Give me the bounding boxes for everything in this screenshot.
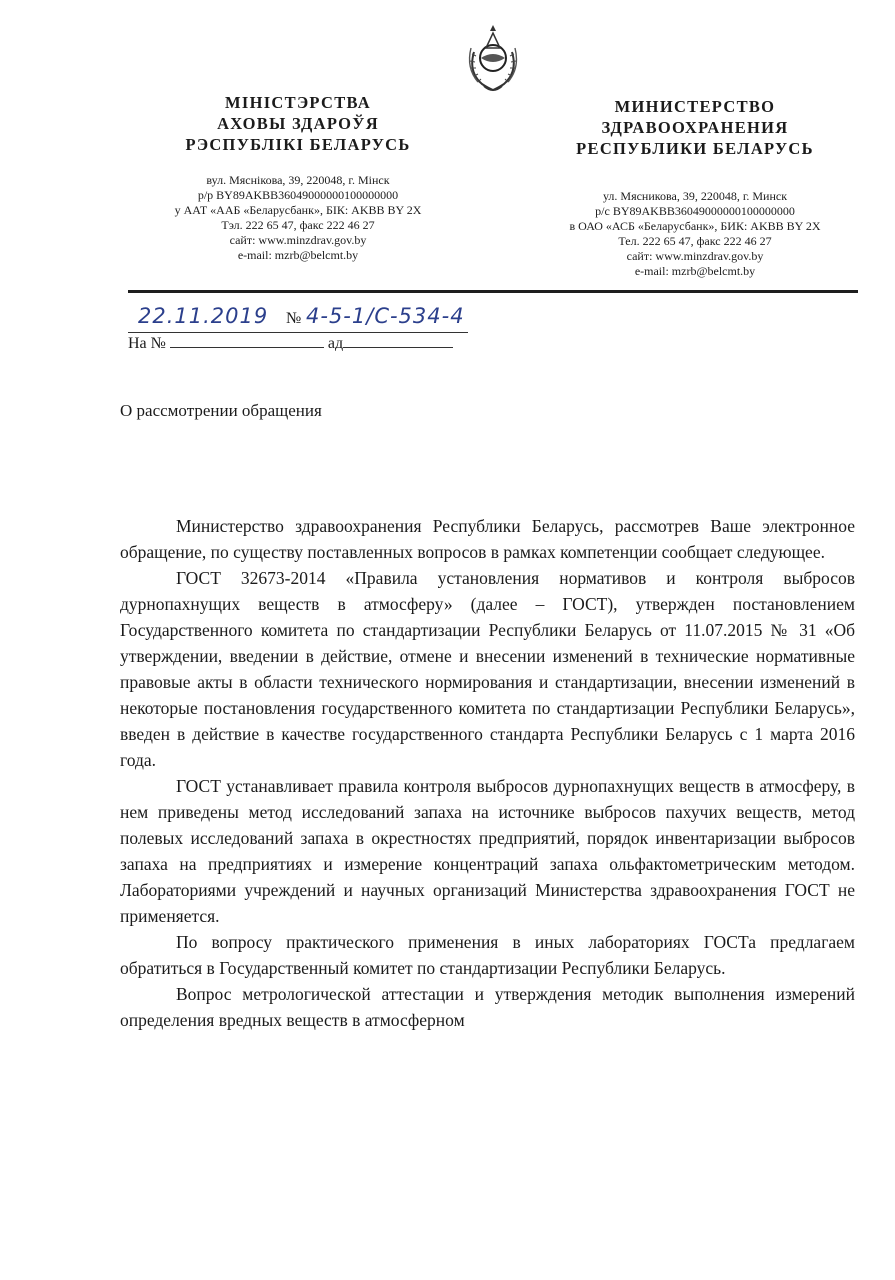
header-right-ministry — [545, 96, 845, 279]
ref-ad-label: ад — [327, 335, 344, 352]
bank-line: у ААТ «ААБ «Беларусбанк», БІК: AKBB BY 2X — [174, 203, 422, 217]
org-line: МІНІСТЭРСТВА — [224, 93, 372, 112]
phone-line: Тэл. 222 65 47, факс 222 46 27 — [221, 218, 375, 232]
org-line: ЗДРАВООХРАНЕНИЯ — [601, 118, 789, 137]
website-line: сайт: www.minzdrav.gov.by — [626, 249, 764, 263]
paragraph: ГОСТ 32673-2014 «Правила установления нормативов и контроля выбросов дурнопахнущих веществ в атмосферу» (далее – ГОСТ), утвержден постановлением Государственного комитета по стандартизации Республики Беларусь от 11.07.2015 № 31 «Об утверждении, введении в действие, отмене и внесении изменений в технические нормативные правовые акты в области технического нормирования и стандартизации, внесении изменений в некоторые постановления государственного комитета по стандартизации Республики Беларусь», введен в действие в качестве государственного стандарта Республики Беларусь с 1 марта 2016 года. — [120, 568, 855, 770]
contact-block-belarusian — [148, 173, 448, 263]
letter-subject: О рассмотрении обращения — [120, 401, 322, 420]
website-line: сайт: www.minzdrav.gov.by — [229, 233, 367, 247]
org-line: МИНИСТЕРСТВО — [614, 97, 776, 116]
handwritten-number: 4-5-1/С-534-4 — [306, 304, 465, 328]
letter-body — [120, 513, 855, 1033]
org-name-russian — [545, 96, 845, 159]
account-line: р/р BY89AKBB36049000000100000000 — [197, 188, 399, 202]
address-line: вул. Мяснікова, 39, 220048, г. Мінск — [206, 173, 390, 187]
bank-line: в ОАО «АСБ «Беларусбанк», БИК: AKBB BY 2X — [569, 219, 821, 233]
paragraph: ГОСТ устанавливает правила контроля выбросов дурнопахнущих веществ в атмосферу, в нем приведены метод исследований запаха на источнике выбросов пахучих веществ, метод полевых исследований запаха в окрестностях предприятий, порядок инвентаризации выбросов запаха на предприятиях и измерение концентраций запаха ольфактометрическим методом. Лабораториями учреждений и научных организаций Министерства здравоохранения ГОСТ не применяется. — [120, 776, 855, 926]
paragraph: Министерство здравоохранения Республики Беларусь, рассмотрев Ваше электронное обращение, по существу поставленных вопросов в рамках компетенции сообщает следующее. — [120, 516, 855, 562]
email-line: e-mail: mzrb@belcmt.by — [634, 264, 756, 278]
state-emblem-icon — [462, 22, 524, 94]
header-divider — [128, 290, 858, 293]
paragraph: По вопросу практического применения в иных лабораториях ГОСТа предлагаем обратиться в Государственный комитет по стандартизации Республики Беларусь. — [120, 932, 855, 978]
org-line: РЭСПУБЛІКІ БЕЛАРУСЬ — [185, 135, 411, 154]
email-line: e-mail: mzrb@belcmt.by — [237, 248, 359, 262]
phone-line: Тел. 222 65 47, факс 222 46 27 — [618, 234, 772, 248]
contact-block-russian — [545, 189, 845, 279]
ref-label: На № — [128, 335, 166, 352]
incoming-reference — [128, 333, 453, 353]
number-sign: № — [286, 310, 302, 327]
paragraph: Вопрос метрологической аттестации и утверждения методик выполнения измерений определения вредных веществ в атмосферном — [120, 984, 855, 1030]
address-line: ул. Мясникова, 39, 220048, г. Минск — [602, 189, 788, 203]
account-line: р/с BY89AKBB36049000000100000000 — [595, 204, 795, 218]
handwritten-date: 22.11.2019 — [138, 304, 269, 328]
org-line: АХОВЫ ЗДАРОЎЯ — [217, 114, 379, 133]
ref-number-blank — [170, 333, 324, 348]
outgoing-date-number — [128, 300, 468, 333]
header-left-ministry — [148, 92, 448, 263]
org-name-belarusian — [148, 92, 448, 155]
org-line: РЕСПУБЛИКИ БЕЛАРУСЬ — [576, 139, 814, 158]
ref-date-blank — [343, 333, 453, 348]
